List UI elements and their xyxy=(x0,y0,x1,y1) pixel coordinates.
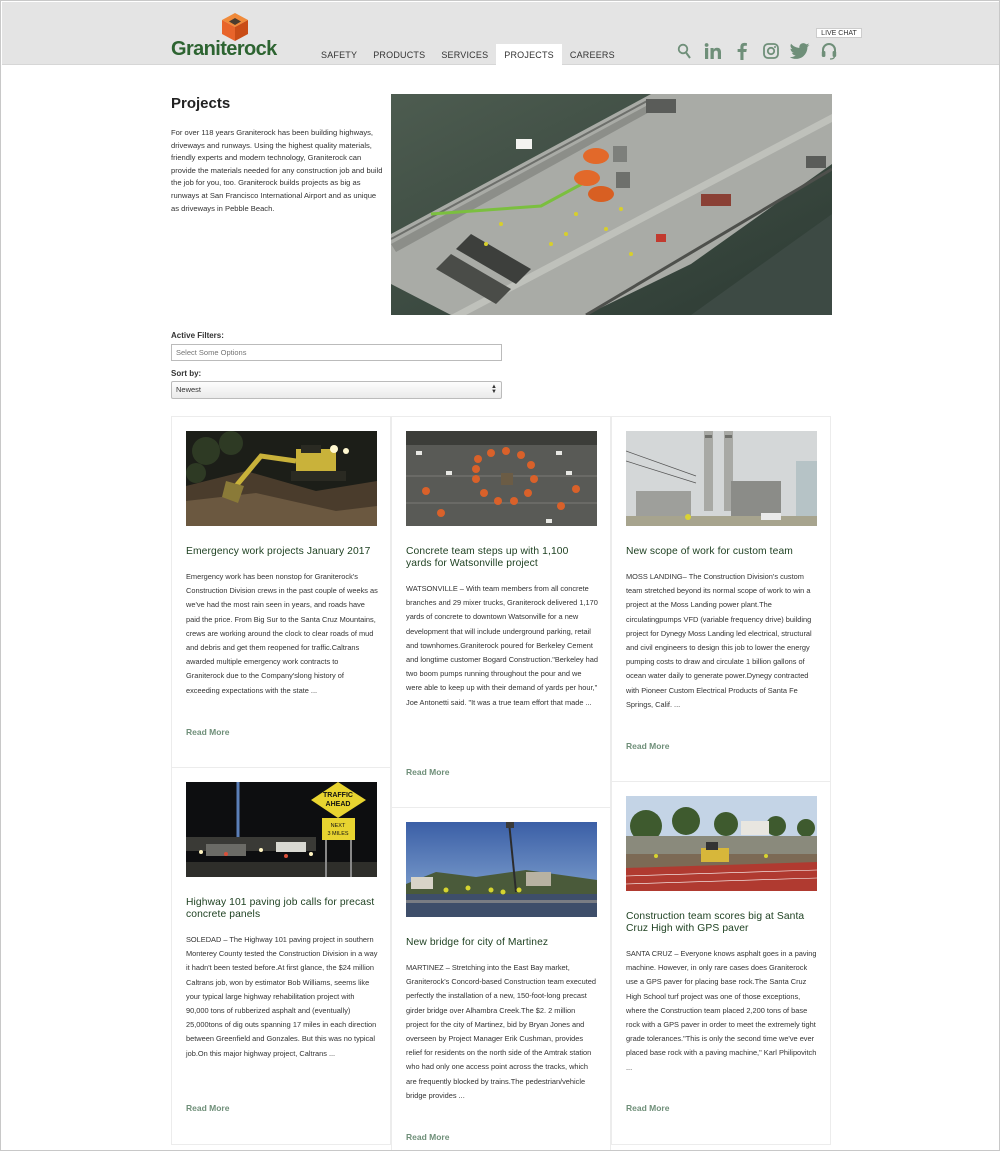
project-card xyxy=(171,416,391,768)
nav-projects[interactable]: PROJECTS xyxy=(496,44,562,66)
sign-text-ahead: AHEAD xyxy=(325,801,351,808)
card-thumbnail-excavator[interactable] xyxy=(186,431,377,526)
project-card xyxy=(391,416,611,808)
read-more-link[interactable]: Read More xyxy=(186,1103,230,1113)
read-more-link[interactable]: Read More xyxy=(186,727,230,737)
nav-services[interactable]: SERVICES xyxy=(441,50,489,60)
card-excerpt: WATSONVILLE – With team members from all concrete branches and 29 mixer trucks, Graniterock delivered 1,170 yards of concrete to downtown Watsonville for a new development that will include underground parking, retail and townhomes.Graniterock poured for Berkeley Cement and longtime customer Bogard Construction."Berkeley had two boom pumps running throughout the pour and we were able to keep up with their demand of yards per hour," Joe Antonetti said. "It was a true team effort that made ... xyxy=(406,584,599,707)
logo-wordmark: Graniterock xyxy=(171,38,277,60)
live-chat-button[interactable]: LIVE CHAT xyxy=(816,28,862,38)
filter-select-input[interactable] xyxy=(171,344,502,361)
select-arrows-icon: ▲ ▼ xyxy=(491,384,497,395)
page-title: Projects xyxy=(171,95,231,112)
sign-text-next: NEXT xyxy=(330,823,346,829)
card-title[interactable]: Concrete team steps up with 1,100 yards for Watsonville project xyxy=(406,546,569,569)
site-header xyxy=(2,2,1000,65)
card-thumbnail-bridge-martinez[interactable] xyxy=(406,822,597,917)
read-more-link[interactable]: Read More xyxy=(626,1103,670,1113)
card-thumbnail-highway-night[interactable] xyxy=(186,782,377,877)
nav-products[interactable]: PRODUCTS xyxy=(373,50,426,60)
filters-panel xyxy=(171,331,503,399)
project-card xyxy=(611,781,831,1145)
intro-paragraph: For over 118 years Graniterock has been building highways, driveways and runways. Using the highest quality materials, friendly experts and modern technology, Graniterock can provide the materials needed for any construction job and build the job for you, too. Graniterock builds projects as big as runways at San Francisco International Airport and as unique as driveways in Pebble Beach. xyxy=(171,128,383,213)
card-title[interactable]: New scope of work for custom team xyxy=(626,546,793,557)
main-nav xyxy=(313,44,623,66)
nav-careers[interactable]: CAREERS xyxy=(569,50,615,60)
read-more-link[interactable]: Read More xyxy=(626,741,670,751)
headset-icon[interactable] xyxy=(819,40,839,62)
active-filters-label: Active Filters: xyxy=(171,331,224,340)
sort-by-label: Sort by: xyxy=(171,369,202,378)
search-icon[interactable] xyxy=(674,40,694,62)
hero-bridge-image xyxy=(391,94,832,315)
project-card xyxy=(391,807,611,1151)
card-excerpt: MOSS LANDING– The Construction Division's custom team stretched beyond its normal scope of work to win a project at the Moss Landing power plant.The circulatingpumps VFD (variable frequency drive) building project for Dynegy Moss Landing led electrical, structural and civil engineers to design this job to lower the energy pumping costs to draw and circulate 1 billion gallons of ocean water daily to generate power.Dynegy contracted with Pioneer Custom Electrical Products of Santa Fe Springs, Calif. ... xyxy=(626,572,812,709)
card-excerpt: MARTINEZ – Stretching into the East Bay market, Graniterock's Concord-based Construction team executed perfectly the installation of a new, 150-foot-long precast girder bridge over Alhambra Creek.The $2. 2 million project for the city of Martinez, bid by Bryan Jones and overseen by Project Manager Erik Cushman, provides relief for residents on the north side of the Amtrak station who had only one access point across the tracks, which are frequently blocked by trains.The pedestrian/vehicle bridge provides ... xyxy=(406,963,596,1100)
project-card xyxy=(171,767,391,1145)
project-card xyxy=(611,416,831,782)
card-excerpt: SANTA CRUZ – Everyone knows asphalt goes in a paving machine. However, in only rare cases does Graniterock use a GPS paver for placing base rock.The Santa Cruz High School turf project was one of those exceptions, where the Construction team placed 2,200 tons of base rock with a GPS paver in order to meet the extremely tight grade tolerances."This is only the second time we've ever placed base rock with a paving machine," Karl Philipovitch ... xyxy=(626,949,817,1072)
sort-select[interactable] xyxy=(171,381,502,399)
card-title[interactable]: New bridge for city of Martinez xyxy=(406,937,549,948)
card-title[interactable]: Construction team scores big at Santa Cruz High with GPS paver xyxy=(626,911,805,934)
graniterock-logo[interactable] xyxy=(171,12,311,62)
twitter-icon[interactable] xyxy=(790,40,810,62)
sign-text-miles: 3 MILES xyxy=(327,831,349,837)
instagram-icon[interactable] xyxy=(761,40,781,62)
card-title[interactable]: Emergency work projects January 2017 xyxy=(186,546,371,557)
card-excerpt: Emergency work has been nonstop for Graniterock's Construction Division crews in the past couple of weeks as we've had the most rain seen in years, and roads have paid the price. From Big Sur to the Santa Cruz Mountains, crews are working around the clock to clear roads of mud and debris and get them reopened for traffic.Caltrans awarded multiple emergency work contracts to Graniterock due to the Company'slong history of exceeding expectations with the state ... xyxy=(186,572,378,695)
read-more-link[interactable]: Read More xyxy=(406,1132,450,1142)
nav-safety[interactable]: SAFETY xyxy=(321,50,358,60)
card-thumbnail-power-plant[interactable] xyxy=(626,431,817,526)
card-thumbnail-mixer-trucks[interactable] xyxy=(406,431,597,526)
social-links xyxy=(674,40,839,62)
card-title[interactable]: Highway 101 paving job calls for precast concrete panels xyxy=(186,897,375,920)
read-more-link[interactable]: Read More xyxy=(406,767,450,777)
card-thumbnail-santa-cruz-high[interactable] xyxy=(626,796,817,891)
facebook-icon[interactable] xyxy=(732,40,752,62)
linkedin-icon[interactable] xyxy=(703,40,723,62)
card-excerpt: SOLEDAD – The Highway 101 paving project in southern Monterey County tested the Construction Division in a way it hadn't been tested before.At first glance, the $24 million Caltrans job, won by estimator Bob Williams, seems like your typical large highway rehabilitation project with 90,000 tons of rubberized asphalt and (eventually) 25,000tons of dig outs spanning 17 miles in each direction between Greenfield and Gonzales. But this was no typical job.On this major highway project, Caltrans ... xyxy=(186,935,378,1058)
sort-selected-value: Newest xyxy=(176,385,202,394)
sign-text-traffic: TRAFFIC xyxy=(323,792,353,799)
